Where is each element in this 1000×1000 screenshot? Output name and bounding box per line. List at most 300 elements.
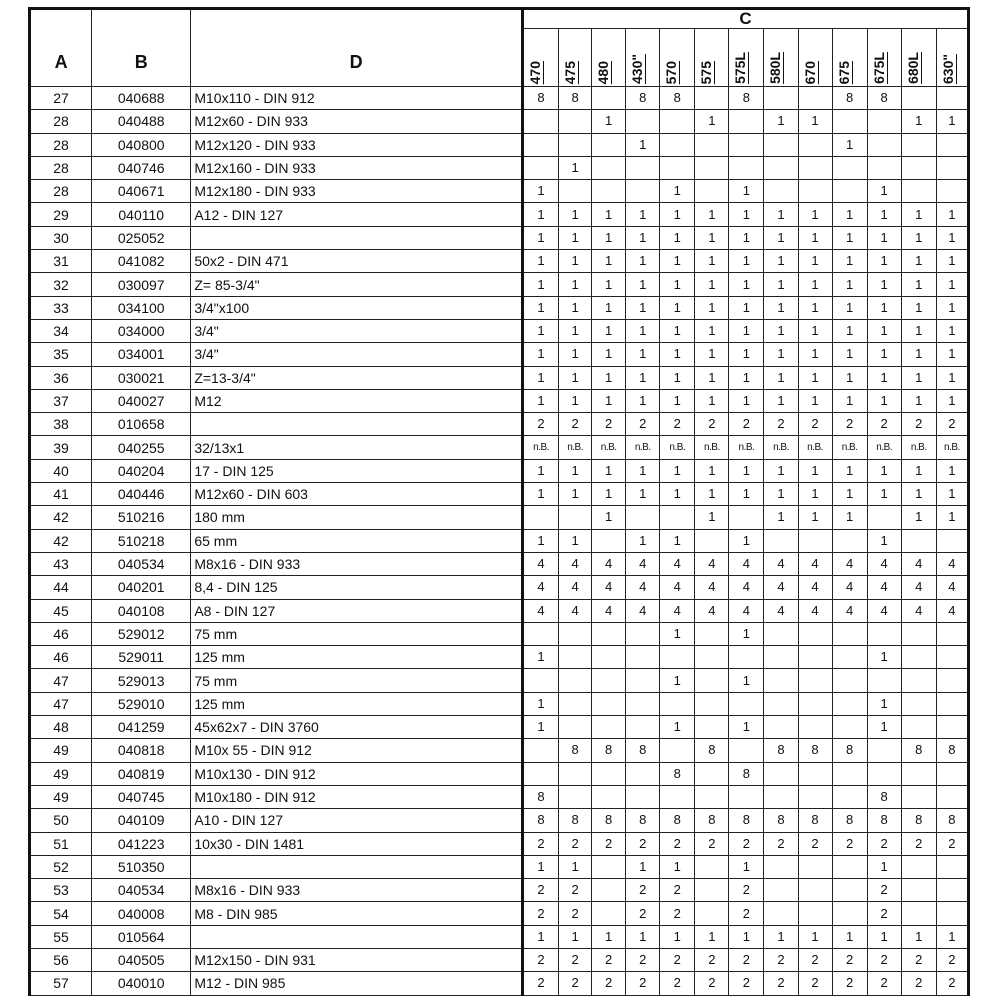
quantity-cell: 2 (660, 902, 695, 925)
quantity-cell: 1 (798, 506, 832, 529)
quantity-cell: 2 (660, 413, 695, 436)
quantity-cell: 1 (798, 483, 832, 506)
quantity-cell: n.B. (936, 436, 968, 459)
quantity-cell: 2 (559, 972, 592, 995)
quantity-cell: 1 (626, 483, 660, 506)
quantity-cell: 1 (729, 925, 764, 948)
quantity-cell: 1 (867, 925, 901, 948)
quantity-cell: 8 (832, 809, 867, 832)
quantity-cell: 2 (764, 832, 798, 855)
quantity-cell: 1 (626, 855, 660, 878)
quantity-cell: 1 (626, 925, 660, 948)
quantity-cell: 1 (867, 855, 901, 878)
table-row (30, 809, 969, 832)
quantity-cell: 1 (729, 483, 764, 506)
quantity-cell: 1 (832, 506, 867, 529)
quantity-cell: 1 (626, 273, 660, 296)
quantity-cell (559, 180, 592, 203)
quantity-cell: n.B. (798, 436, 832, 459)
quantity-cell: 2 (523, 413, 559, 436)
table-row (30, 413, 969, 436)
table-row (30, 785, 969, 808)
quantity-cell (695, 529, 729, 552)
quantity-cell (936, 622, 968, 645)
quantity-cell: 1 (798, 110, 832, 133)
quantity-cell: 8 (660, 762, 695, 785)
quantity-cell: 1 (523, 250, 559, 273)
quantity-cell (660, 506, 695, 529)
position-cell: 36 (30, 366, 92, 389)
part-number-cell: 529010 (92, 692, 191, 715)
quantity-cell: 1 (936, 925, 968, 948)
quantity-cell: 1 (559, 389, 592, 412)
quantity-cell: 1 (867, 203, 901, 226)
position-cell: 43 (30, 552, 92, 575)
quantity-cell: 8 (592, 739, 626, 762)
quantity-cell (592, 879, 626, 902)
table-row (30, 366, 969, 389)
quantity-cell (660, 156, 695, 179)
quantity-cell: 1 (626, 366, 660, 389)
quantity-cell: 8 (832, 739, 867, 762)
quantity-cell: 1 (936, 319, 968, 342)
part-number-cell: 040027 (92, 389, 191, 412)
table-row (30, 855, 969, 878)
quantity-cell: 8 (626, 809, 660, 832)
quantity-cell: 4 (660, 599, 695, 622)
quantity-cell: 1 (867, 459, 901, 482)
quantity-cell: 2 (832, 948, 867, 971)
quantity-cell: 1 (592, 203, 626, 226)
quantity-cell (901, 180, 936, 203)
quantity-cell: 1 (626, 343, 660, 366)
quantity-cell: 2 (559, 413, 592, 436)
quantity-cell (764, 855, 798, 878)
column-header-b: B (92, 9, 191, 87)
quantity-cell: 1 (901, 389, 936, 412)
quantity-cell (592, 622, 626, 645)
quantity-cell (660, 692, 695, 715)
quantity-cell: 1 (901, 203, 936, 226)
quantity-cell (798, 87, 832, 110)
quantity-cell: 1 (523, 343, 559, 366)
quantity-cell: 1 (592, 389, 626, 412)
quantity-cell: 1 (901, 273, 936, 296)
table-body (30, 87, 969, 996)
quantity-cell (660, 646, 695, 669)
quantity-cell: 1 (764, 110, 798, 133)
quantity-cell: 4 (901, 552, 936, 575)
quantity-cell: 1 (592, 319, 626, 342)
quantity-cell: 1 (523, 203, 559, 226)
quantity-cell: 1 (559, 483, 592, 506)
quantity-cell: 4 (729, 552, 764, 575)
quantity-cell (832, 646, 867, 669)
quantity-cell: 4 (626, 576, 660, 599)
part-number-cell: 040534 (92, 552, 191, 575)
table-row (30, 250, 969, 273)
description-cell: M10x130 - DIN 912 (191, 762, 523, 785)
quantity-cell: 1 (660, 855, 695, 878)
quantity-cell: 1 (660, 389, 695, 412)
quantity-cell: 4 (592, 552, 626, 575)
quantity-cell: 2 (764, 413, 798, 436)
quantity-cell: 1 (559, 343, 592, 366)
quantity-cell (867, 762, 901, 785)
quantity-cell: 1 (764, 273, 798, 296)
position-cell: 30 (30, 226, 92, 249)
description-cell: M12 (191, 389, 523, 412)
table-row (30, 343, 969, 366)
table-row (30, 622, 969, 645)
quantity-cell: 1 (592, 273, 626, 296)
quantity-cell (660, 785, 695, 808)
quantity-cell: 1 (729, 366, 764, 389)
table-row (30, 459, 969, 482)
description-cell: M10x180 - DIN 912 (191, 785, 523, 808)
quantity-cell: 2 (729, 832, 764, 855)
variant-header (901, 29, 936, 87)
quantity-cell: 1 (695, 483, 729, 506)
quantity-cell: 1 (832, 343, 867, 366)
quantity-cell (867, 110, 901, 133)
quantity-cell: 8 (626, 739, 660, 762)
quantity-cell (936, 646, 968, 669)
variant-label: 580L (767, 52, 784, 84)
quantity-cell (626, 785, 660, 808)
quantity-cell: 1 (867, 273, 901, 296)
quantity-cell: 1 (764, 343, 798, 366)
quantity-cell: 2 (695, 832, 729, 855)
position-cell: 40 (30, 459, 92, 482)
quantity-cell: 1 (798, 343, 832, 366)
quantity-cell: 4 (523, 552, 559, 575)
quantity-cell: 2 (729, 948, 764, 971)
position-cell: 46 (30, 646, 92, 669)
quantity-cell (626, 716, 660, 739)
quantity-cell: 2 (559, 879, 592, 902)
quantity-cell: 1 (559, 250, 592, 273)
quantity-cell: 2 (936, 832, 968, 855)
quantity-cell: 1 (660, 180, 695, 203)
quantity-cell (695, 716, 729, 739)
quantity-cell: 1 (867, 716, 901, 739)
quantity-cell: 2 (936, 413, 968, 436)
quantity-cell (867, 156, 901, 179)
quantity-cell: 1 (901, 925, 936, 948)
quantity-cell: 1 (867, 296, 901, 319)
quantity-cell: 1 (626, 296, 660, 319)
quantity-cell: 1 (936, 506, 968, 529)
quantity-cell: 1 (695, 389, 729, 412)
quantity-cell: 1 (523, 646, 559, 669)
table-row (30, 319, 969, 342)
quantity-cell (764, 180, 798, 203)
part-number-cell: 510350 (92, 855, 191, 878)
quantity-cell: 1 (523, 483, 559, 506)
quantity-cell: 4 (901, 576, 936, 599)
quantity-cell: 2 (626, 972, 660, 995)
quantity-cell: 1 (660, 226, 695, 249)
description-cell: M12x150 - DIN 931 (191, 948, 523, 971)
quantity-cell: 1 (729, 319, 764, 342)
quantity-cell: 4 (729, 599, 764, 622)
quantity-cell (523, 156, 559, 179)
description-cell: M8x16 - DIN 933 (191, 552, 523, 575)
quantity-cell: 8 (660, 809, 695, 832)
part-number-cell: 010658 (92, 413, 191, 436)
description-cell (191, 925, 523, 948)
quantity-cell: 2 (660, 972, 695, 995)
position-cell: 47 (30, 692, 92, 715)
quantity-cell: n.B. (729, 436, 764, 459)
part-number-cell: 030021 (92, 366, 191, 389)
quantity-cell: 1 (798, 459, 832, 482)
variant-header (832, 29, 867, 87)
quantity-cell: 4 (867, 599, 901, 622)
quantity-cell (832, 716, 867, 739)
quantity-cell (626, 110, 660, 133)
quantity-cell: 2 (832, 972, 867, 995)
quantity-cell: 2 (626, 879, 660, 902)
description-cell: M12x60 - DIN 603 (191, 483, 523, 506)
quantity-cell: 1 (660, 296, 695, 319)
quantity-cell (626, 692, 660, 715)
quantity-cell: 1 (832, 319, 867, 342)
quantity-cell: 1 (523, 273, 559, 296)
position-cell: 55 (30, 925, 92, 948)
part-number-cell: 040108 (92, 599, 191, 622)
quantity-cell (764, 669, 798, 692)
quantity-cell: 8 (901, 809, 936, 832)
quantity-cell: 2 (660, 879, 695, 902)
quantity-cell: 1 (832, 366, 867, 389)
quantity-cell (764, 646, 798, 669)
part-number-cell: 030097 (92, 273, 191, 296)
quantity-cell: 1 (901, 319, 936, 342)
position-cell: 57 (30, 972, 92, 995)
quantity-cell (764, 87, 798, 110)
quantity-cell: n.B. (660, 436, 695, 459)
part-number-cell: 040819 (92, 762, 191, 785)
quantity-cell (559, 762, 592, 785)
quantity-cell: 2 (592, 972, 626, 995)
quantity-cell: 1 (832, 483, 867, 506)
table-row (30, 599, 969, 622)
quantity-cell: 1 (729, 180, 764, 203)
quantity-cell: 2 (559, 902, 592, 925)
quantity-cell: 2 (660, 948, 695, 971)
quantity-cell: 2 (764, 972, 798, 995)
quantity-cell (592, 785, 626, 808)
quantity-cell (523, 133, 559, 156)
quantity-cell: 1 (626, 250, 660, 273)
quantity-cell: 1 (523, 692, 559, 715)
quantity-cell (901, 87, 936, 110)
table-row (30, 669, 969, 692)
quantity-cell (729, 506, 764, 529)
quantity-cell: 8 (798, 809, 832, 832)
quantity-cell: 1 (936, 250, 968, 273)
position-cell: 47 (30, 669, 92, 692)
position-cell: 28 (30, 180, 92, 203)
quantity-cell: 1 (798, 250, 832, 273)
part-number-cell: 529012 (92, 622, 191, 645)
part-number-cell: 040534 (92, 879, 191, 902)
quantity-cell: 1 (523, 716, 559, 739)
quantity-cell: 1 (936, 366, 968, 389)
quantity-cell: 1 (832, 925, 867, 948)
quantity-cell: 1 (660, 529, 695, 552)
quantity-cell (660, 110, 695, 133)
quantity-cell (901, 133, 936, 156)
quantity-cell: 4 (523, 599, 559, 622)
table-row (30, 506, 969, 529)
description-cell: A8 - DIN 127 (191, 599, 523, 622)
quantity-cell: 2 (936, 972, 968, 995)
quantity-cell: 1 (901, 343, 936, 366)
quantity-cell: 1 (729, 389, 764, 412)
position-cell: 34 (30, 319, 92, 342)
quantity-cell: 1 (695, 319, 729, 342)
quantity-cell (592, 529, 626, 552)
quantity-cell (660, 133, 695, 156)
table-row (30, 762, 969, 785)
quantity-cell: 8 (936, 739, 968, 762)
variant-label: 680L (904, 52, 921, 84)
quantity-cell (867, 506, 901, 529)
quantity-cell: n.B. (867, 436, 901, 459)
description-cell (191, 226, 523, 249)
quantity-cell: n.B. (523, 436, 559, 459)
table-row (30, 296, 969, 319)
quantity-cell: 1 (867, 250, 901, 273)
quantity-cell: 2 (764, 948, 798, 971)
quantity-cell: 4 (901, 599, 936, 622)
quantity-cell (559, 692, 592, 715)
quantity-cell: 1 (592, 483, 626, 506)
quantity-cell: 1 (592, 925, 626, 948)
position-cell: 44 (30, 576, 92, 599)
quantity-cell: 2 (523, 832, 559, 855)
quantity-cell: 8 (729, 809, 764, 832)
quantity-cell: n.B. (901, 436, 936, 459)
quantity-cell: 1 (523, 529, 559, 552)
quantity-cell: 1 (660, 366, 695, 389)
quantity-cell: 1 (867, 180, 901, 203)
variant-header (936, 29, 968, 87)
quantity-cell: 1 (901, 483, 936, 506)
quantity-cell: 1 (867, 366, 901, 389)
quantity-cell: 1 (660, 622, 695, 645)
quantity-cell (592, 156, 626, 179)
quantity-cell (798, 133, 832, 156)
quantity-cell: 2 (867, 902, 901, 925)
quantity-cell: 1 (867, 529, 901, 552)
table-row (30, 576, 969, 599)
quantity-cell: 8 (695, 739, 729, 762)
quantity-cell (901, 529, 936, 552)
quantity-cell: 1 (832, 226, 867, 249)
quantity-cell (695, 87, 729, 110)
quantity-cell: 1 (798, 296, 832, 319)
quantity-cell: 1 (936, 389, 968, 412)
quantity-cell: 2 (729, 413, 764, 436)
variant-label: 675 (835, 60, 852, 84)
quantity-cell (936, 156, 968, 179)
quantity-cell (559, 716, 592, 739)
quantity-cell: 8 (901, 739, 936, 762)
quantity-cell: 1 (936, 459, 968, 482)
quantity-cell: 2 (592, 413, 626, 436)
description-cell: 3/4"x100 (191, 296, 523, 319)
quantity-cell: 1 (592, 343, 626, 366)
quantity-cell: 1 (523, 366, 559, 389)
quantity-cell: 1 (867, 319, 901, 342)
quantity-cell: 1 (660, 925, 695, 948)
quantity-cell: 1 (592, 296, 626, 319)
table-row (30, 716, 969, 739)
part-number-cell: 529011 (92, 646, 191, 669)
description-cell: M10x110 - DIN 912 (191, 87, 523, 110)
description-cell: 75 mm (191, 622, 523, 645)
table-row (30, 483, 969, 506)
quantity-cell: 4 (626, 552, 660, 575)
variant-header (867, 29, 901, 87)
quantity-cell (695, 669, 729, 692)
quantity-cell: 1 (695, 203, 729, 226)
quantity-cell: 1 (764, 319, 798, 342)
quantity-cell: 1 (798, 366, 832, 389)
quantity-cell (936, 716, 968, 739)
quantity-cell (729, 133, 764, 156)
table-row (30, 110, 969, 133)
variant-header (729, 29, 764, 87)
position-cell: 35 (30, 343, 92, 366)
column-header-a: A (30, 9, 92, 87)
quantity-cell (901, 622, 936, 645)
quantity-cell (592, 716, 626, 739)
table-row (30, 552, 969, 575)
quantity-cell (626, 180, 660, 203)
quantity-cell (832, 855, 867, 878)
quantity-cell (695, 692, 729, 715)
part-number-cell: 040204 (92, 459, 191, 482)
description-cell: Z= 85-3/4" (191, 273, 523, 296)
table-row (30, 948, 969, 971)
quantity-cell: 8 (523, 87, 559, 110)
quantity-cell: 4 (695, 552, 729, 575)
variant-header (559, 29, 592, 87)
variant-header (626, 29, 660, 87)
quantity-cell: 1 (559, 203, 592, 226)
quantity-cell (798, 785, 832, 808)
quantity-cell (936, 87, 968, 110)
part-number-cell: 040109 (92, 809, 191, 832)
table-row (30, 879, 969, 902)
position-cell: 56 (30, 948, 92, 971)
description-cell: 3/4" (191, 319, 523, 342)
quantity-cell (626, 762, 660, 785)
table-row (30, 180, 969, 203)
quantity-cell (764, 902, 798, 925)
part-number-cell: 041223 (92, 832, 191, 855)
quantity-cell: 1 (626, 203, 660, 226)
quantity-cell (832, 692, 867, 715)
quantity-cell (832, 785, 867, 808)
quantity-cell (798, 902, 832, 925)
quantity-cell: 1 (867, 389, 901, 412)
